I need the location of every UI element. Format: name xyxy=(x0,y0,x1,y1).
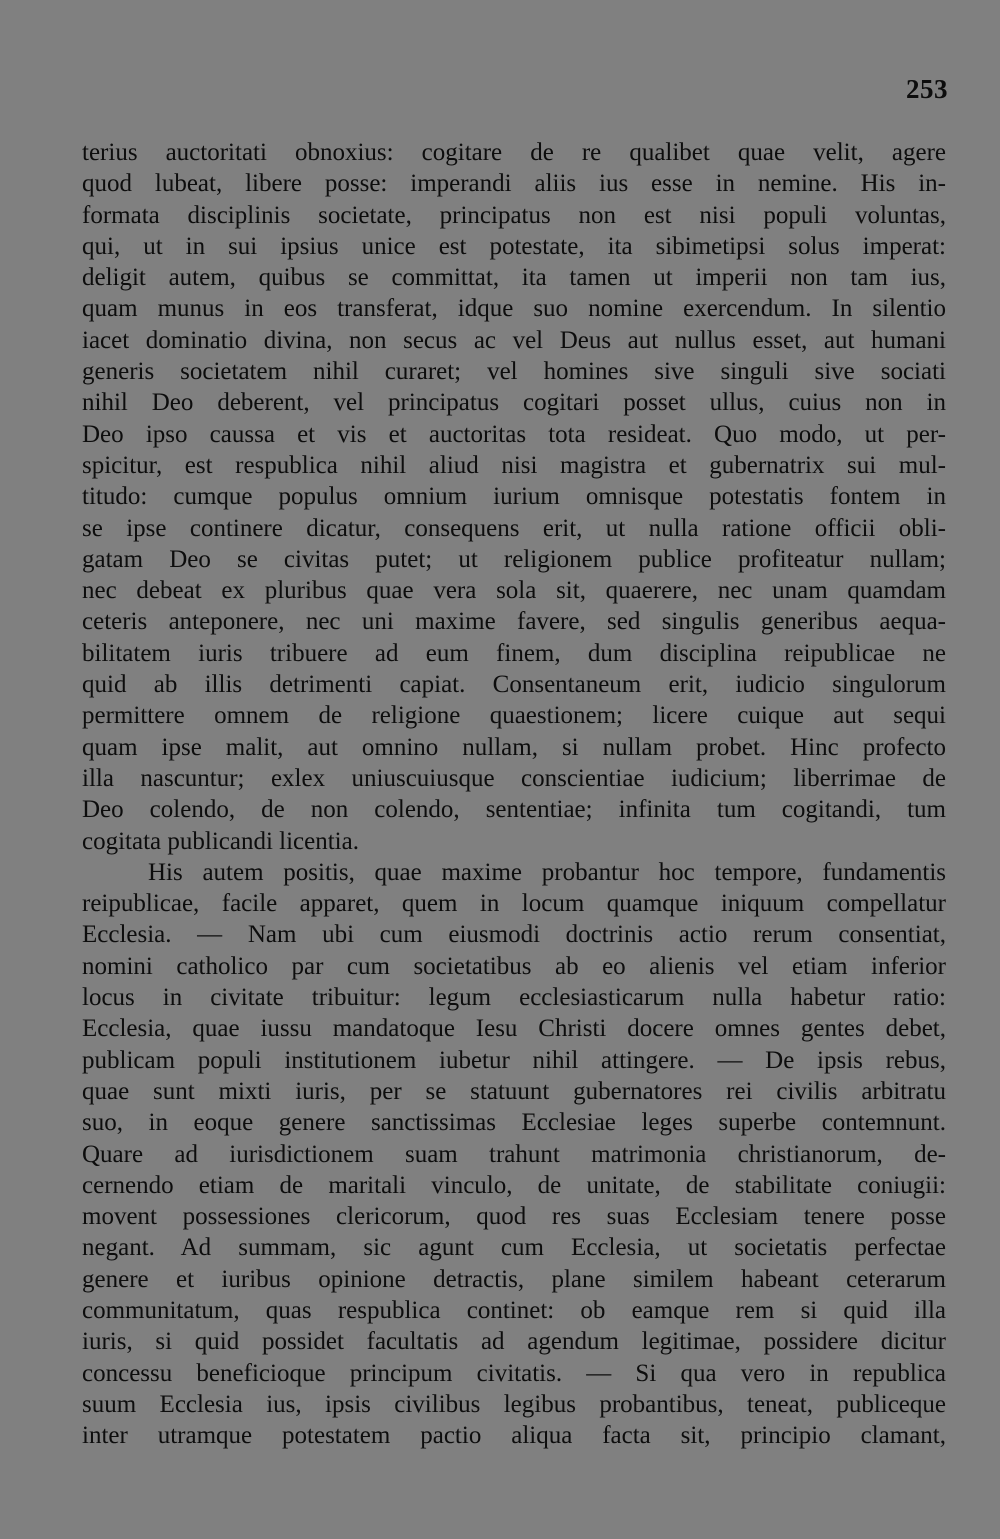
text-line: Ecclesia. — Nam ubi cum eiusmodi doctrinis actio rerum consentiat, xyxy=(82,921,946,949)
text-line: quam munus in eos transferat, idque suo nomine exercendum. In silentio xyxy=(82,295,946,323)
text-line: locus in civitate tribuitur: legum ecclesiasticarum nulla habetur ratio: xyxy=(82,984,946,1012)
text-line: suo, in eoque genere sanctissimas Ecclesiae leges superbe contemnunt. xyxy=(82,1109,946,1137)
page-number: 253 xyxy=(906,74,948,104)
text-line: Quare ad iurisdictionem suam trahunt matrimonia christianorum, de- xyxy=(82,1140,946,1168)
text-line: generis societatem nihil curaret; vel homines sive singuli sive sociati xyxy=(82,358,946,386)
text-line: quae sunt mixti iuris, per se statuunt gubernatores rei civilis arbitratu xyxy=(82,1077,946,1105)
text-line: reipublicae, facile apparet, quem in locum quamque iniquum compellatur xyxy=(82,890,946,918)
text-line: deligit autem, quibus se committat, ita tamen ut imperii non tam ius, xyxy=(82,264,946,292)
text-line: genere et iuribus opinione detractis, plane similem habeant ceterarum xyxy=(82,1265,946,1293)
text-line: titudo: cumque populus omnium iurium omnisque potestatis fontem in xyxy=(82,483,946,511)
text-line: spicitur, est respublica nihil aliud nisi magistra et gubernatrix sui mul- xyxy=(82,451,946,479)
text-line: His autem positis, quae maxime probantur hoc tempore, fundamentis xyxy=(148,858,946,886)
text-line: Deo colendo, de non colendo, sententiae; infinita tum cogitandi, tum xyxy=(82,796,946,824)
text-line: movent possessiones clericorum, quod res suas Ecclesiam tenere posse xyxy=(82,1203,946,1231)
text-line: ceteris anteponere, nec uni maxime favere, sed singulis generibus aequa- xyxy=(82,608,946,636)
text-line: qui, ut in sui ipsius unice est potestate, ita sibimetipsi solus imperat: xyxy=(82,232,946,260)
text-line: publicam populi institutionem iubetur nihil attingere. — De ipsis rebus, xyxy=(82,1046,946,1074)
text-line: permittere omnem de religione quaestionem; licere cuique aut sequi xyxy=(82,702,946,730)
text-line: nomini catholico par cum societatibus ab eo alienis vel etiam inferior xyxy=(82,952,946,980)
text-line: cernendo etiam de maritali vinculo, de unitate, de stabilitate coniugii: xyxy=(82,1171,946,1199)
text-line: illa nascuntur; exlex uniuscuiusque conscientiae iudicium; liberrimae de xyxy=(82,764,946,792)
text-line: nec debeat ex pluribus quae vera sola sit, quaerere, nec unam quamdam xyxy=(82,577,946,605)
text-line: bilitatem iuris tribuere ad eum finem, dum disciplina reipublicae ne xyxy=(82,639,946,667)
text-line: quid ab illis detrimenti capiat. Consentaneum erit, iudicio singulorum xyxy=(82,671,946,699)
text-line: concessu beneficioque principum civitatis. — Si qua vero in republica xyxy=(82,1359,946,1387)
text-line: gatam Deo se civitas putet; ut religionem publice profiteatur nullam; xyxy=(82,545,946,573)
text-line: iacet dominatio divina, non secus ac vel Deus aut nullus esset, aut humani xyxy=(82,326,946,354)
text-line: Deo ipso caussa et vis et auctoritas tota resideat. Quo modo, ut per- xyxy=(82,420,946,448)
text-line: quam ipse malit, aut omnino nullam, si nullam probet. Hinc profecto xyxy=(82,733,946,761)
text-line: nihil Deo deberent, vel principatus cogitari posset ullus, cuius non in xyxy=(82,389,946,417)
text-line: terius auctoritati obnoxius: cogitare de re qualibet quae velit, agere xyxy=(82,139,946,166)
text-line: quod lubeat, libere posse: imperandi aliis ius esse in nemine. His in- xyxy=(82,170,946,198)
body-text xyxy=(82,137,946,1451)
text-line: cogitata publicandi licentia. xyxy=(82,827,359,855)
text-line: communitatum, quas respublica continet: ob eamque rem si quid illa xyxy=(82,1296,946,1324)
text-line: inter utramque potestatem pactio aliqua facta sit, principio clamant, xyxy=(82,1422,946,1450)
text-line: suum Ecclesia ius, ipsis civilibus legibus probantibus, teneat, publiceque xyxy=(82,1390,946,1418)
text-line: iuris, si quid possidet facultatis ad agendum legitimae, possidere dicitur xyxy=(82,1328,946,1356)
text-line: Ecclesia, quae iussu mandatoque Iesu Christi docere omnes gentes debet, xyxy=(82,1015,946,1043)
text-line: se ipse continere dicatur, consequens erit, ut nulla ratione officii obli- xyxy=(82,514,946,542)
text-line: formata disciplinis societate, principatus non est nisi populi voluntas, xyxy=(82,201,946,229)
text-line: negant. Ad summam, sic agunt cum Ecclesia, ut societatis perfectae xyxy=(82,1234,946,1262)
